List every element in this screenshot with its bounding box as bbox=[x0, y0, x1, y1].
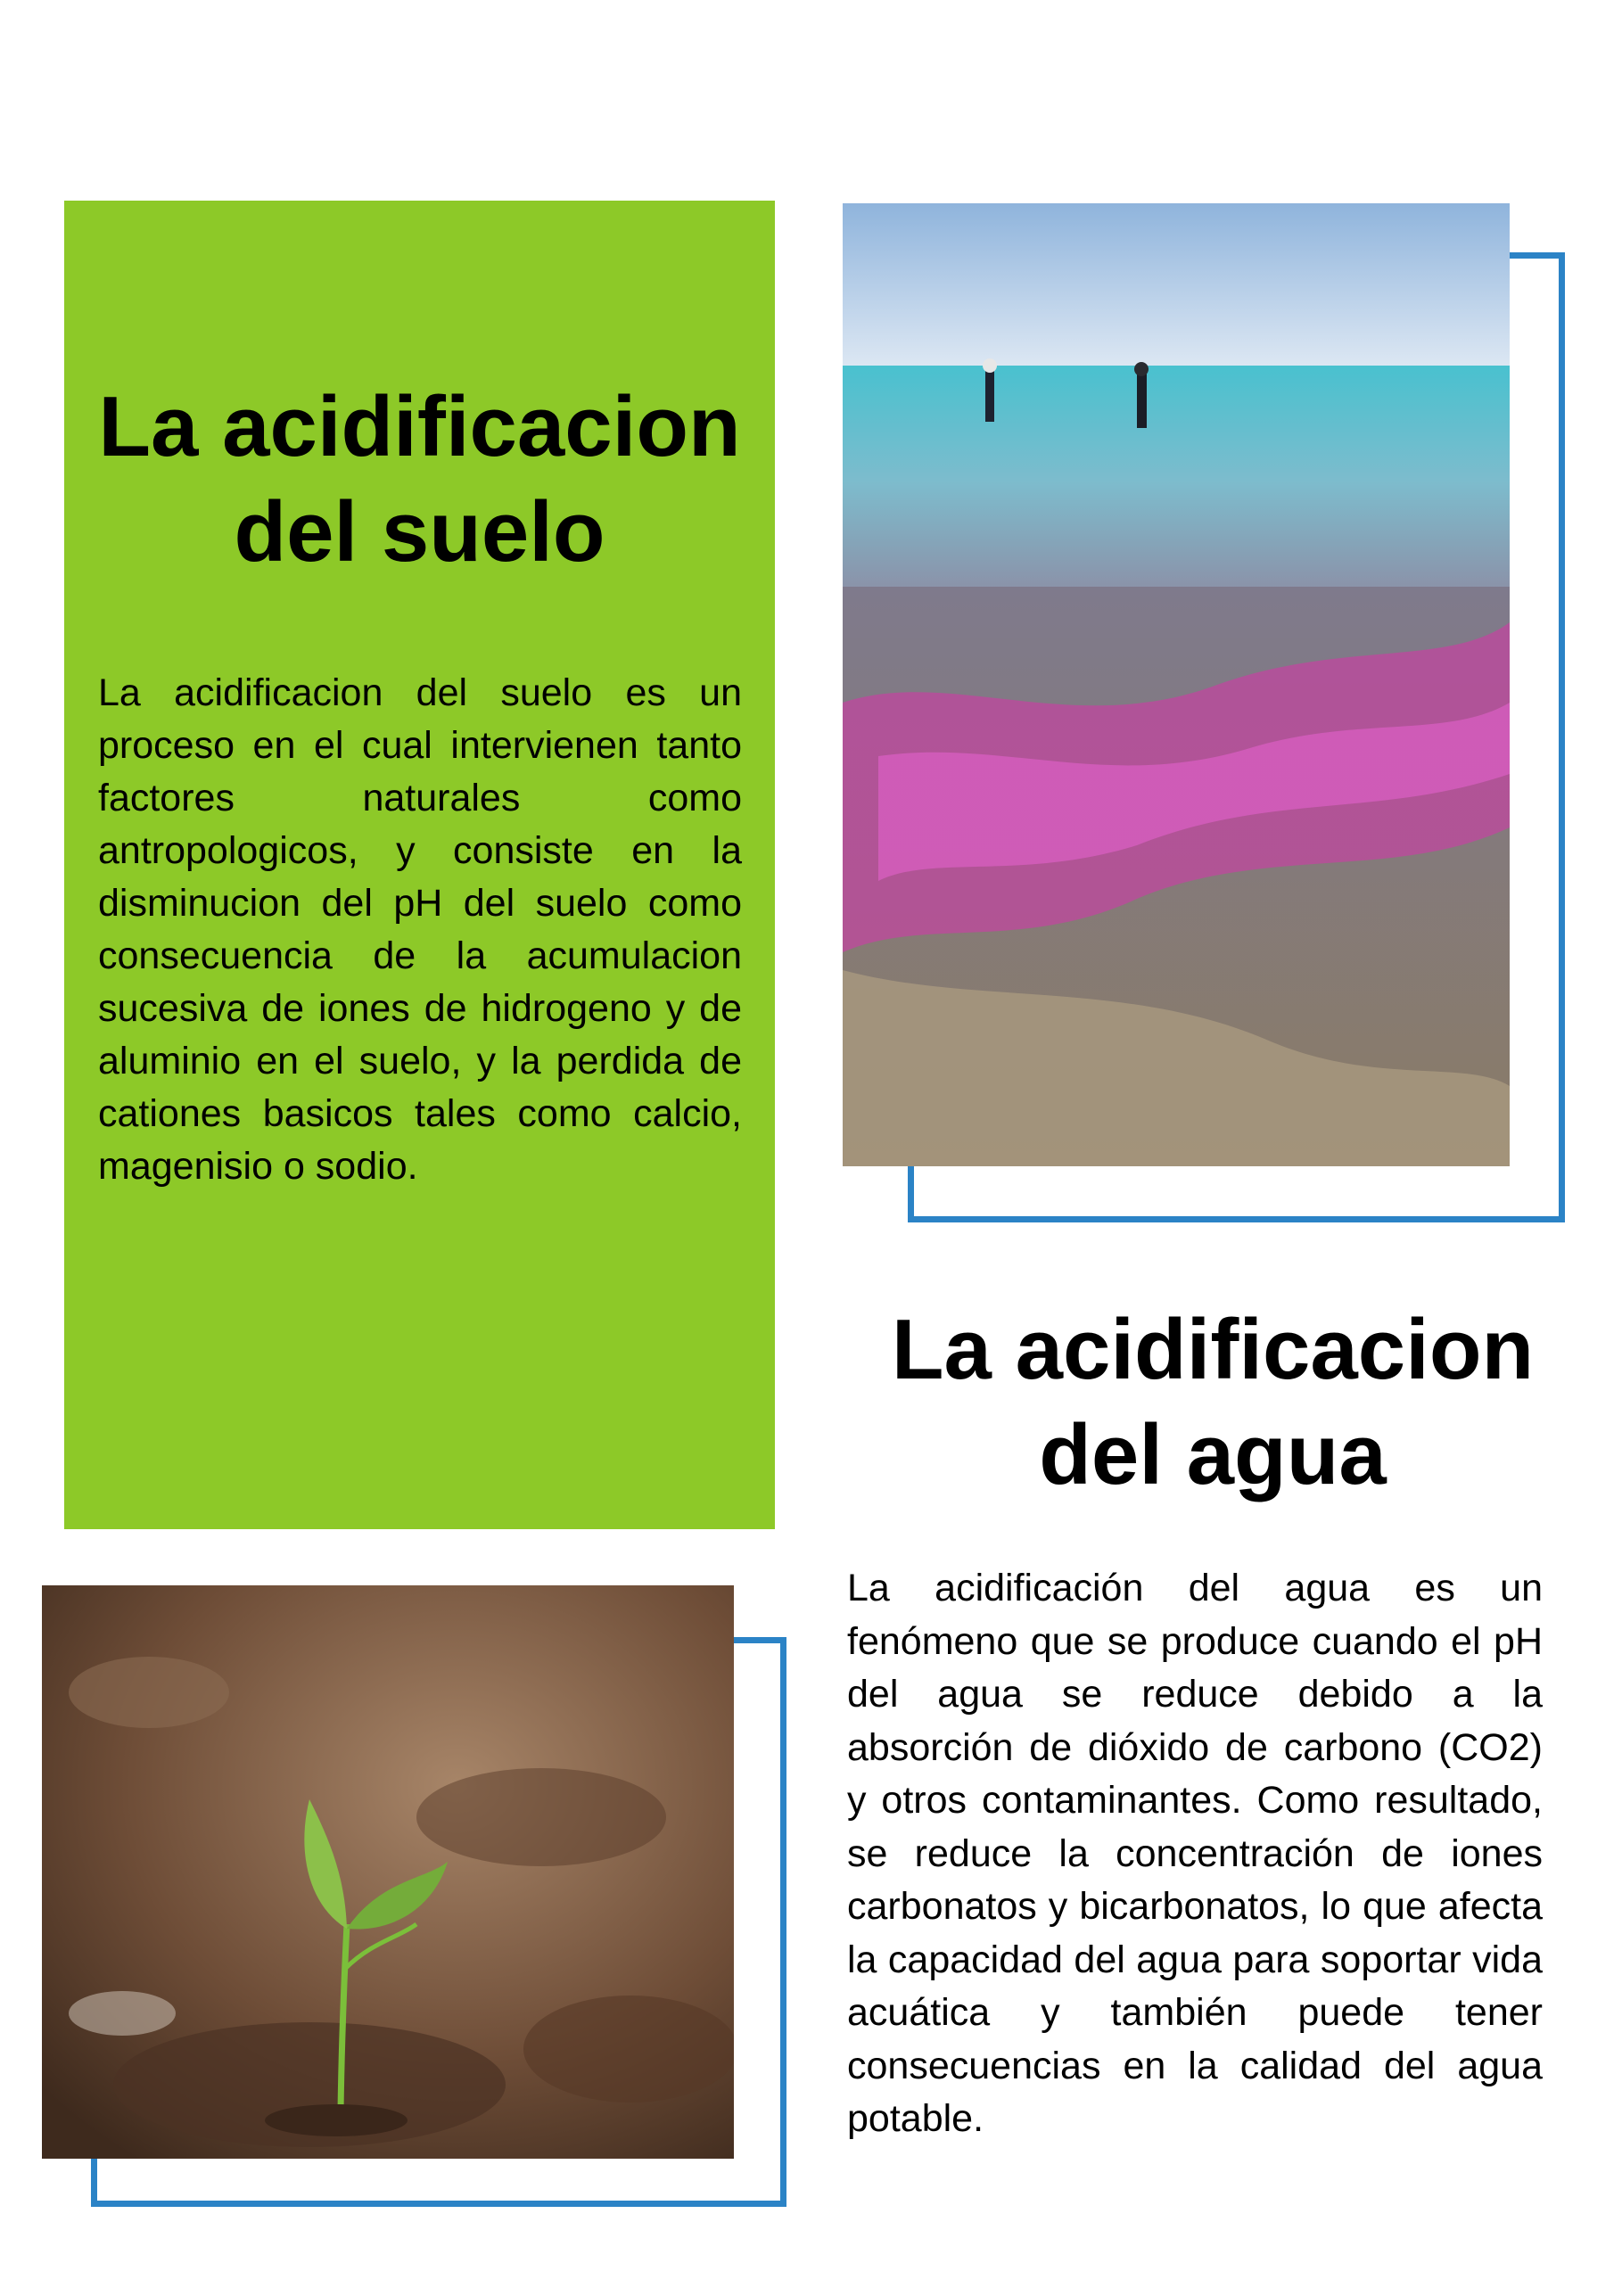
reef-photo bbox=[843, 203, 1510, 1166]
water-paragraph: La acidificación del agua es un fenómeno que se produce cuando el pH del agua se reduce debido a la absorción de dióxido de carbono (CO2) y otros contaminantes. Como resultado, se reduce la concentración de iones carbonatos y bicarbonatos, lo que afecta la capacidad del agua para soportar vida acuática y también puede tener consecuencias en la calidad del agua potable. bbox=[847, 1567, 1543, 2140]
soil-title-line-2: del suelo bbox=[234, 484, 605, 580]
water-title bbox=[829, 1297, 1596, 1508]
soil-paragraph: La acidificacion del suelo es un proceso en el cual intervienen tanto factores naturales como antropologicos, y consiste en la disminucion del pH del suelo como consecuencia de la acumulacion sucesiva de iones de hidrogeno y de aluminio en el suelo, y la perdida de cationes basicos tales como calcio, magenisio o sodio. bbox=[98, 671, 742, 1188]
water-title-line-2: del agua bbox=[1039, 1407, 1387, 1502]
reef-photo-image bbox=[843, 203, 1510, 1166]
water-title-line-1: La acidificacion bbox=[891, 1302, 1535, 1397]
seedling-photo-image bbox=[42, 1585, 734, 2159]
soil-title-line-1: La acidificacion bbox=[98, 379, 741, 474]
soil-title bbox=[64, 374, 775, 585]
seedling-photo bbox=[42, 1585, 734, 2159]
